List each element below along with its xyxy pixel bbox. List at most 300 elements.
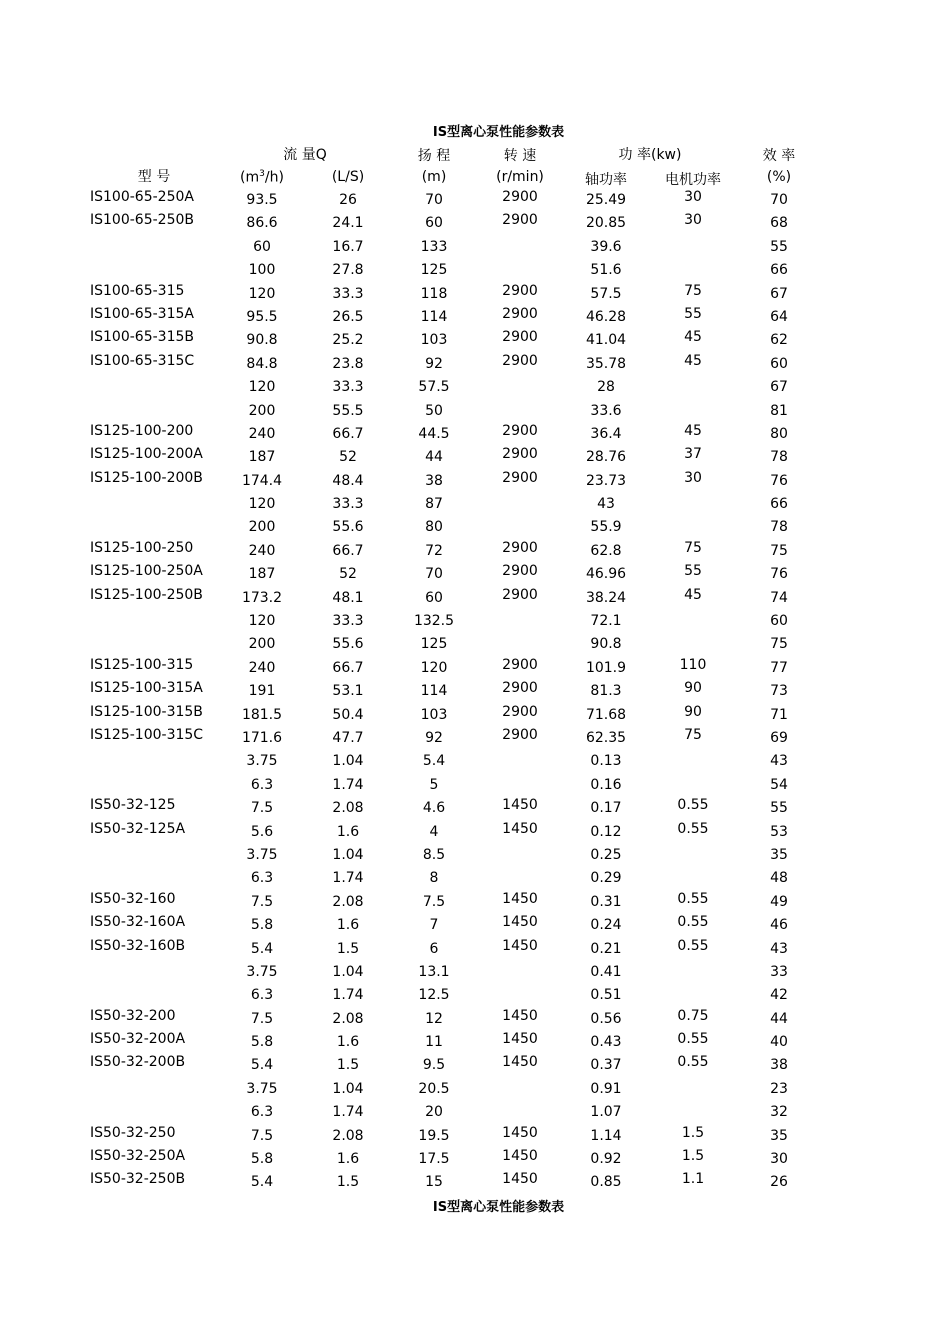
cell-efficiency: 32 <box>770 1104 788 1121</box>
cell-flow-ls: 25.2 <box>332 332 364 349</box>
table-row <box>0 727 950 750</box>
cell-speed: 2900 <box>502 563 538 580</box>
table-row <box>0 400 950 423</box>
cell-flow-ls: 1.04 <box>332 963 364 980</box>
cell-shaft-power: 41.04 <box>585 332 627 349</box>
cell-head: 120 <box>420 659 448 676</box>
cell-model: IS50-32-250 <box>90 1124 176 1141</box>
cell-speed: 2900 <box>502 656 538 673</box>
cell-shaft-power: 71.68 <box>585 706 627 723</box>
cell-flow-ls: 1.74 <box>332 1104 364 1121</box>
cell-flow-ls: 2.08 <box>332 800 364 817</box>
cell-motor-power: 30 <box>684 212 702 229</box>
cell-flow-m3h: 120 <box>248 496 276 513</box>
table-row <box>0 493 950 516</box>
table-row <box>0 774 950 797</box>
cell-efficiency: 66 <box>770 496 788 513</box>
cell-efficiency: 46 <box>770 917 788 934</box>
table-row <box>0 844 950 867</box>
cell-model: IS50-32-160B <box>90 937 186 954</box>
cell-model: IS125-100-200B <box>90 469 203 486</box>
cell-shaft-power: 28 <box>597 379 615 396</box>
table-row <box>0 1171 950 1194</box>
cell-shaft-power: 35.78 <box>585 355 627 372</box>
cell-speed: 2900 <box>502 329 538 346</box>
cell-flow-ls: 26.5 <box>332 308 364 325</box>
table-row <box>0 540 950 563</box>
table-row <box>0 1031 950 1054</box>
cell-flow-m3h: 3.75 <box>246 1080 278 1097</box>
cell-head: 7.5 <box>422 893 446 910</box>
cell-speed: 2900 <box>502 586 538 603</box>
cell-flow-m3h: 5.8 <box>250 1034 274 1051</box>
cell-shaft-power: 33.6 <box>590 402 622 419</box>
cell-efficiency: 62 <box>770 332 788 349</box>
cell-shaft-power: 81.3 <box>590 683 622 700</box>
cell-flow-ls: 1.6 <box>336 1034 360 1051</box>
cell-speed: 1450 <box>502 1148 538 1165</box>
cell-motor-power: 1.5 <box>681 1148 705 1165</box>
cell-head: 92 <box>425 729 443 746</box>
cell-flow-ls: 1.74 <box>332 776 364 793</box>
cell-flow-m3h: 187 <box>248 566 276 583</box>
cell-motor-power: 45 <box>684 352 702 369</box>
cell-head: 19.5 <box>418 1127 450 1144</box>
cell-speed: 2900 <box>502 352 538 369</box>
cell-shaft-power: 36.4 <box>590 425 622 442</box>
header-shaft-power: 轴功率 <box>585 172 627 188</box>
cell-speed: 2900 <box>502 469 538 486</box>
cell-motor-power: 0.55 <box>677 797 709 814</box>
cell-flow-ls: 16.7 <box>332 238 364 255</box>
cell-flow-m3h: 5.8 <box>250 917 274 934</box>
cell-flow-ls: 1.04 <box>332 753 364 770</box>
cell-flow-ls: 23.8 <box>332 355 364 372</box>
cell-speed: 1450 <box>502 1007 538 1024</box>
cell-speed: 2900 <box>502 703 538 720</box>
cell-speed: 2900 <box>502 422 538 439</box>
cell-flow-m3h: 5.6 <box>250 823 274 840</box>
cell-shaft-power: 101.9 <box>585 659 627 676</box>
cell-head: 38 <box>425 472 443 489</box>
cell-flow-ls: 1.6 <box>336 1151 360 1168</box>
cell-head: 5.4 <box>422 753 446 770</box>
cell-efficiency: 68 <box>770 215 788 232</box>
cell-efficiency: 33 <box>770 963 788 980</box>
cell-head: 50 <box>425 402 443 419</box>
table-row <box>0 446 950 469</box>
cell-model: IS125-100-250A <box>90 563 203 580</box>
cell-efficiency: 81 <box>770 402 788 419</box>
header-power: 功 率(kw) <box>618 147 682 163</box>
cell-head: 114 <box>420 683 448 700</box>
cell-flow-m3h: 93.5 <box>246 192 278 208</box>
cell-flow-m3h: 100 <box>248 262 276 279</box>
cell-speed: 1450 <box>502 820 538 837</box>
table-row <box>0 797 950 820</box>
cell-head: 15 <box>425 1174 443 1191</box>
cell-shaft-power: 0.16 <box>590 776 622 793</box>
cell-head: 20.5 <box>418 1080 450 1097</box>
cell-shaft-power: 0.12 <box>590 823 622 840</box>
cell-motor-power: 0.55 <box>677 890 709 907</box>
cell-model: IS50-32-125 <box>90 797 176 814</box>
cell-flow-m3h: 191 <box>248 683 276 700</box>
cell-motor-power: 45 <box>684 586 702 603</box>
cell-shaft-power: 0.56 <box>590 1010 622 1027</box>
cell-flow-m3h: 120 <box>248 613 276 630</box>
table-row <box>0 1008 950 1031</box>
header-motor-power: 电机功率 <box>665 172 721 188</box>
cell-head: 17.5 <box>418 1151 450 1168</box>
cell-model: IS100-65-315B <box>90 329 194 346</box>
cell-flow-m3h: 240 <box>248 659 276 676</box>
cell-flow-m3h: 240 <box>248 542 276 559</box>
table-row <box>0 212 950 235</box>
cell-model: IS50-32-200 <box>90 1007 176 1024</box>
cell-head: 6 <box>429 940 439 957</box>
cell-shaft-power: 72.1 <box>590 613 622 630</box>
cell-head: 114 <box>420 308 448 325</box>
cell-shaft-power: 62.35 <box>585 729 627 746</box>
cell-head: 103 <box>420 332 448 349</box>
cell-efficiency: 60 <box>770 355 788 372</box>
cell-model: IS50-32-250B <box>90 1171 186 1188</box>
cell-efficiency: 67 <box>770 379 788 396</box>
cell-efficiency: 77 <box>770 659 788 676</box>
footer-title: IS型离心泵性能参数表 <box>432 1200 565 1215</box>
cell-model: IS125-100-250B <box>90 586 203 603</box>
cell-flow-ls: 55.6 <box>332 636 364 653</box>
table-row <box>0 657 950 680</box>
cell-flow-m3h: 173.2 <box>241 589 283 606</box>
cell-speed: 2900 <box>502 680 538 697</box>
cell-shaft-power: 0.91 <box>590 1080 622 1097</box>
table-row <box>0 306 950 329</box>
cell-shaft-power: 46.28 <box>585 308 627 325</box>
cell-flow-m3h: 7.5 <box>250 1127 274 1144</box>
table-row <box>0 353 950 376</box>
cell-shaft-power: 1.07 <box>590 1104 622 1121</box>
cell-efficiency: 53 <box>770 823 788 840</box>
cell-shaft-power: 0.51 <box>590 987 622 1004</box>
cell-flow-ls: 26 <box>339 192 357 208</box>
cell-shaft-power: 20.85 <box>585 215 627 232</box>
table-row <box>0 259 950 282</box>
table-row <box>0 1125 950 1148</box>
cell-shaft-power: 0.29 <box>590 870 622 887</box>
table-row <box>0 867 950 890</box>
cell-head: 20 <box>425 1104 443 1121</box>
cell-motor-power: 30 <box>684 189 702 205</box>
table-row <box>0 1148 950 1171</box>
cell-motor-power: 45 <box>684 422 702 439</box>
table-row <box>0 961 950 984</box>
table-row <box>0 610 950 633</box>
cell-efficiency: 70 <box>770 192 788 208</box>
cell-head: 44.5 <box>418 425 450 442</box>
cell-model: IS50-32-160A <box>90 914 186 931</box>
cell-head: 70 <box>425 566 443 583</box>
cell-shaft-power: 0.43 <box>590 1034 622 1051</box>
cell-flow-m3h: 200 <box>248 402 276 419</box>
cell-shaft-power: 90.8 <box>590 636 622 653</box>
cell-head: 5 <box>429 776 439 793</box>
cell-head: 11 <box>425 1034 443 1051</box>
cell-flow-m3h: 171.6 <box>241 729 283 746</box>
cell-efficiency: 44 <box>770 1010 788 1027</box>
cell-flow-ls: 48.1 <box>332 589 364 606</box>
cell-flow-ls: 55.5 <box>332 402 364 419</box>
cell-flow-ls: 1.5 <box>336 1174 360 1191</box>
table-row <box>0 750 950 773</box>
cell-efficiency: 30 <box>770 1151 788 1168</box>
cell-head: 133 <box>420 238 448 255</box>
cell-efficiency: 64 <box>770 308 788 325</box>
cell-shaft-power: 51.6 <box>590 262 622 279</box>
cell-model: IS50-32-200B <box>90 1054 186 1071</box>
cell-head: 9.5 <box>422 1057 446 1074</box>
data-table <box>0 189 950 1195</box>
cell-flow-m3h: 200 <box>248 519 276 536</box>
cell-flow-m3h: 5.8 <box>250 1151 274 1168</box>
cell-head: 4.6 <box>422 800 446 817</box>
cell-flow-m3h: 3.75 <box>246 753 278 770</box>
cell-flow-m3h: 240 <box>248 425 276 442</box>
cell-shaft-power: 0.92 <box>590 1151 622 1168</box>
header-head-unit: (m) <box>421 169 447 185</box>
cell-efficiency: 43 <box>770 940 788 957</box>
cell-efficiency: 78 <box>770 449 788 466</box>
cell-flow-ls: 1.5 <box>336 1057 360 1074</box>
cell-motor-power: 90 <box>684 703 702 720</box>
cell-motor-power: 75 <box>684 282 702 299</box>
cell-flow-m3h: 200 <box>248 636 276 653</box>
cell-head: 80 <box>425 519 443 536</box>
table-row <box>0 376 950 399</box>
cell-model: IS125-100-250 <box>90 539 194 556</box>
cell-efficiency: 76 <box>770 566 788 583</box>
cell-speed: 1450 <box>502 937 538 954</box>
table-row <box>0 633 950 656</box>
cell-efficiency: 71 <box>770 706 788 723</box>
cell-model: IS100-65-315C <box>90 352 195 369</box>
cell-flow-ls: 1.74 <box>332 987 364 1004</box>
cell-efficiency: 60 <box>770 613 788 630</box>
cell-flow-m3h: 90.8 <box>246 332 278 349</box>
cell-flow-ls: 53.1 <box>332 683 364 700</box>
cell-motor-power: 0.55 <box>677 1054 709 1071</box>
cell-shaft-power: 23.73 <box>585 472 627 489</box>
cell-motor-power: 0.75 <box>677 1007 709 1024</box>
cell-motor-power: 30 <box>684 469 702 486</box>
table-row <box>0 470 950 493</box>
cell-efficiency: 76 <box>770 472 788 489</box>
cell-model: IS50-32-160 <box>90 890 176 907</box>
cell-flow-ls: 33.3 <box>332 613 364 630</box>
cell-flow-ls: 1.5 <box>336 940 360 957</box>
cell-shaft-power: 0.17 <box>590 800 622 817</box>
cell-head: 8 <box>429 870 439 887</box>
cell-head: 87 <box>425 496 443 513</box>
cell-flow-ls: 1.04 <box>332 846 364 863</box>
page-title: IS型离心泵性能参数表 <box>432 125 565 140</box>
cell-speed: 2900 <box>502 539 538 556</box>
cell-speed: 2900 <box>502 446 538 463</box>
header-efficiency-unit: (%) <box>766 169 792 185</box>
cell-flow-ls: 2.08 <box>332 1127 364 1144</box>
cell-flow-ls: 1.6 <box>336 823 360 840</box>
cell-efficiency: 49 <box>770 893 788 910</box>
cell-efficiency: 26 <box>770 1174 788 1191</box>
cell-flow-ls: 33.3 <box>332 379 364 396</box>
cell-model: IS100-65-315 <box>90 282 185 299</box>
cell-flow-m3h: 6.3 <box>250 987 274 1004</box>
cell-flow-ls: 47.7 <box>332 729 364 746</box>
cell-model: IS50-32-200A <box>90 1031 186 1048</box>
cell-flow-m3h: 6.3 <box>250 1104 274 1121</box>
table-row <box>0 236 950 259</box>
cell-motor-power: 75 <box>684 539 702 556</box>
cell-model: IS125-100-315A <box>90 680 203 697</box>
cell-efficiency: 75 <box>770 542 788 559</box>
cell-flow-ls: 2.08 <box>332 1010 364 1027</box>
cell-head: 125 <box>420 636 448 653</box>
cell-flow-ls: 33.3 <box>332 496 364 513</box>
cell-shaft-power: 0.25 <box>590 846 622 863</box>
cell-flow-ls: 66.7 <box>332 542 364 559</box>
cell-flow-m3h: 174.4 <box>241 472 283 489</box>
cell-flow-ls: 66.7 <box>332 425 364 442</box>
cell-flow-m3h: 6.3 <box>250 776 274 793</box>
cell-head: 57.5 <box>418 379 450 396</box>
cell-model: IS125-100-315 <box>90 656 194 673</box>
header-flow-m3h: $(m^3/h)$ <box>240 169 284 186</box>
table-row <box>0 891 950 914</box>
cell-flow-ls: 2.08 <box>332 893 364 910</box>
cell-shaft-power: 43 <box>597 496 615 513</box>
cell-shaft-power: 38.24 <box>585 589 627 606</box>
cell-shaft-power: 1.14 <box>590 1127 622 1144</box>
cell-head: 103 <box>420 706 448 723</box>
cell-head: 125 <box>420 262 448 279</box>
cell-flow-m3h: 7.5 <box>250 800 274 817</box>
cell-motor-power: 37 <box>684 446 702 463</box>
cell-efficiency: 40 <box>770 1034 788 1051</box>
header-model: 型 号 <box>137 169 171 185</box>
cell-motor-power: 55 <box>684 563 702 580</box>
cell-flow-m3h: 187 <box>248 449 276 466</box>
cell-shaft-power: 0.24 <box>590 917 622 934</box>
table-row <box>0 329 950 352</box>
cell-model: IS50-32-250A <box>90 1148 186 1165</box>
cell-speed: 1450 <box>502 1171 538 1188</box>
header-head: 扬 程 <box>417 148 451 164</box>
cell-speed: 2900 <box>502 305 538 322</box>
cell-flow-m3h: 5.4 <box>250 1174 274 1191</box>
cell-flow-ls: 55.6 <box>332 519 364 536</box>
table-row <box>0 1101 950 1124</box>
cell-motor-power: 90 <box>684 680 702 697</box>
table-row <box>0 423 950 446</box>
cell-speed: 2900 <box>502 189 538 205</box>
cell-efficiency: 35 <box>770 846 788 863</box>
cell-head: 72 <box>425 542 443 559</box>
cell-flow-ls: 33.3 <box>332 285 364 302</box>
cell-flow-m3h: 95.5 <box>246 308 278 325</box>
cell-speed: 1450 <box>502 914 538 931</box>
cell-flow-ls: 52 <box>339 566 357 583</box>
table-row <box>0 1078 950 1101</box>
cell-efficiency: 66 <box>770 262 788 279</box>
cell-flow-ls: 50.4 <box>332 706 364 723</box>
cell-flow-m3h: 60 <box>253 238 271 255</box>
table-row <box>0 821 950 844</box>
header-speed-unit: (r/min) <box>496 169 544 185</box>
cell-head: 60 <box>425 215 443 232</box>
cell-efficiency: 38 <box>770 1057 788 1074</box>
cell-efficiency: 23 <box>770 1080 788 1097</box>
cell-motor-power: 0.55 <box>677 914 709 931</box>
cell-shaft-power: 0.85 <box>590 1174 622 1191</box>
cell-flow-m3h: 181.5 <box>241 706 283 723</box>
cell-speed: 1450 <box>502 1124 538 1141</box>
cell-flow-m3h: 7.5 <box>250 893 274 910</box>
table-row <box>0 984 950 1007</box>
cell-model: IS125-100-200A <box>90 446 203 463</box>
cell-efficiency: 48 <box>770 870 788 887</box>
cell-shaft-power: 0.41 <box>590 963 622 980</box>
cell-flow-m3h: 5.4 <box>250 940 274 957</box>
table-row <box>0 680 950 703</box>
cell-speed: 2900 <box>502 212 538 229</box>
cell-shaft-power: 0.31 <box>590 893 622 910</box>
cell-head: 7 <box>429 917 439 934</box>
cell-head: 60 <box>425 589 443 606</box>
cell-motor-power: 45 <box>684 329 702 346</box>
table-row <box>0 283 950 306</box>
cell-flow-ls: 48.4 <box>332 472 364 489</box>
cell-model: IS100-65-250B <box>90 212 194 229</box>
cell-shaft-power: 46.96 <box>585 566 627 583</box>
cell-flow-m3h: 3.75 <box>246 846 278 863</box>
cell-efficiency: 54 <box>770 776 788 793</box>
cell-model: IS125-100-315B <box>90 703 203 720</box>
cell-motor-power: 1.5 <box>681 1124 705 1141</box>
header-efficiency: 效 率 <box>762 148 796 164</box>
cell-efficiency: 43 <box>770 753 788 770</box>
table-row <box>0 587 950 610</box>
cell-motor-power: 110 <box>679 656 707 673</box>
cell-shaft-power: 55.9 <box>590 519 622 536</box>
cell-motor-power: 0.55 <box>677 820 709 837</box>
table-row <box>0 1054 950 1077</box>
cell-head: 13.1 <box>418 963 450 980</box>
cell-efficiency: 35 <box>770 1127 788 1144</box>
cell-flow-ls: 24.1 <box>332 215 364 232</box>
cell-shaft-power: 0.21 <box>590 940 622 957</box>
cell-flow-m3h: 7.5 <box>250 1010 274 1027</box>
table-row <box>0 704 950 727</box>
cell-flow-m3h: 120 <box>248 285 276 302</box>
cell-head: 70 <box>425 192 443 208</box>
cell-shaft-power: 25.49 <box>585 192 627 208</box>
cell-shaft-power: 39.6 <box>590 238 622 255</box>
cell-shaft-power: 28.76 <box>585 449 627 466</box>
cell-efficiency: 69 <box>770 729 788 746</box>
cell-flow-m3h: 84.8 <box>246 355 278 372</box>
table-row <box>0 563 950 586</box>
